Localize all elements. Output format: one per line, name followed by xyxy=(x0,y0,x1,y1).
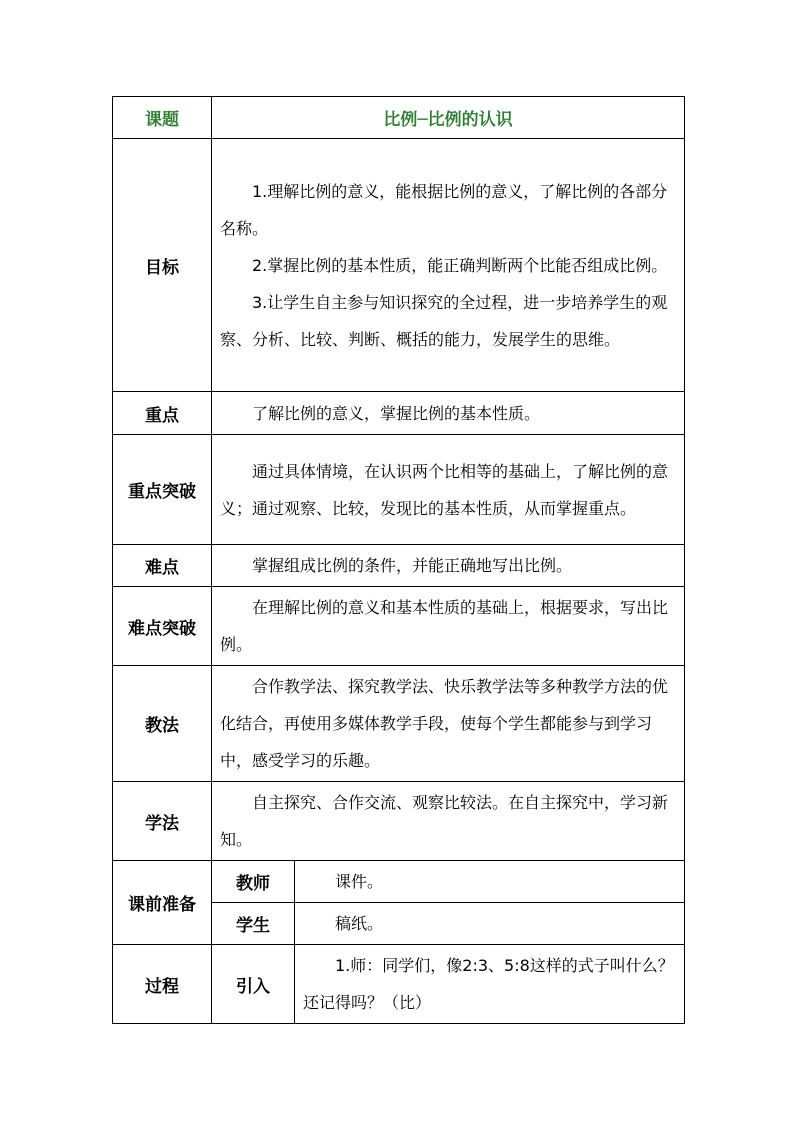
key-break-content xyxy=(212,435,685,545)
goal-item-2: 2.掌握比例的基本性质，能正确判断两个比能否组成比例。 xyxy=(252,255,668,275)
header-row xyxy=(113,97,685,139)
key-point-content xyxy=(212,392,685,435)
difficulty-content xyxy=(212,545,685,587)
learning-method-text: 自主探究、合作交流、观察比较法。在自主探究中，学习新知。 xyxy=(220,793,669,849)
topic-label: 课题 xyxy=(113,97,212,139)
difficulty-break-content xyxy=(212,587,685,666)
prep-teacher-label: 教师 xyxy=(212,861,295,903)
prep-student-label: 学生 xyxy=(212,903,295,945)
process-label: 过程 xyxy=(113,945,212,1024)
difficulty-text: 掌握组成比例的条件，并能正确地写出比例。 xyxy=(252,556,573,575)
difficulty-row xyxy=(113,545,685,587)
goals-row xyxy=(113,139,685,392)
teaching-method-label: 教法 xyxy=(113,666,212,782)
lesson-plan-table xyxy=(112,96,685,1024)
teaching-method-row xyxy=(113,666,685,782)
goal-item-1: 1.理解比例的意义，能根据比例的意义，了解比例的各部分名称。 xyxy=(220,181,668,238)
intro-label: 引入 xyxy=(212,945,295,1024)
lesson-title: 比例─比例的认识 xyxy=(212,97,685,139)
teaching-method-content xyxy=(212,666,685,782)
goals-content xyxy=(212,139,685,392)
key-break-label: 重点突破 xyxy=(113,435,212,545)
key-point-text: 了解比例的意义，掌握比例的基本性质。 xyxy=(252,403,541,423)
intro-content xyxy=(295,945,685,1024)
difficulty-break-label: 难点突破 xyxy=(113,587,212,666)
difficulty-break-text: 在理解比例的意义和基本性质的基础上，根据要求，写出比例。 xyxy=(220,598,669,654)
difficulty-label: 难点 xyxy=(113,545,212,587)
prep-label: 课前准备 xyxy=(113,861,212,945)
learning-method-row xyxy=(113,782,685,861)
key-point-label: 重点 xyxy=(113,392,212,435)
prep-teacher-text: 课件。 xyxy=(335,872,384,891)
process-row xyxy=(113,945,685,1024)
difficulty-break-row xyxy=(113,587,685,666)
goals-label: 目标 xyxy=(113,139,212,392)
goal-item-3: 3.让学生自主参与知识探究的全过程，进一步培养学生的观察、分析、比较、判断、概括的能力，发展学生的思维。 xyxy=(220,292,668,349)
prep-teacher-content xyxy=(295,861,685,903)
prep-student-text: 稿纸。 xyxy=(335,914,384,933)
key-break-row xyxy=(113,435,685,545)
intro-text: 1.师：同学们，像2:3、5:8这样的式子叫什么？还记得吗？（比） xyxy=(303,956,674,1012)
key-break-text: 通过具体情境，在认识两个比相等的基础上，了解比例的意义；通过观察、比较，发现比的基本性质，从而掌握重点。 xyxy=(220,461,669,518)
key-point-row xyxy=(113,392,685,435)
prep-teacher-row xyxy=(113,861,685,903)
learning-method-label: 学法 xyxy=(113,782,212,861)
teaching-method-text: 合作教学法、探究教学法、快乐教学法等多种教学方法的优化结合，再使用多媒体教学手段，使每个学生都能参与到学习中，感受学习的乐趣。 xyxy=(220,677,669,770)
learning-method-content xyxy=(212,782,685,861)
prep-student-content xyxy=(295,903,685,945)
